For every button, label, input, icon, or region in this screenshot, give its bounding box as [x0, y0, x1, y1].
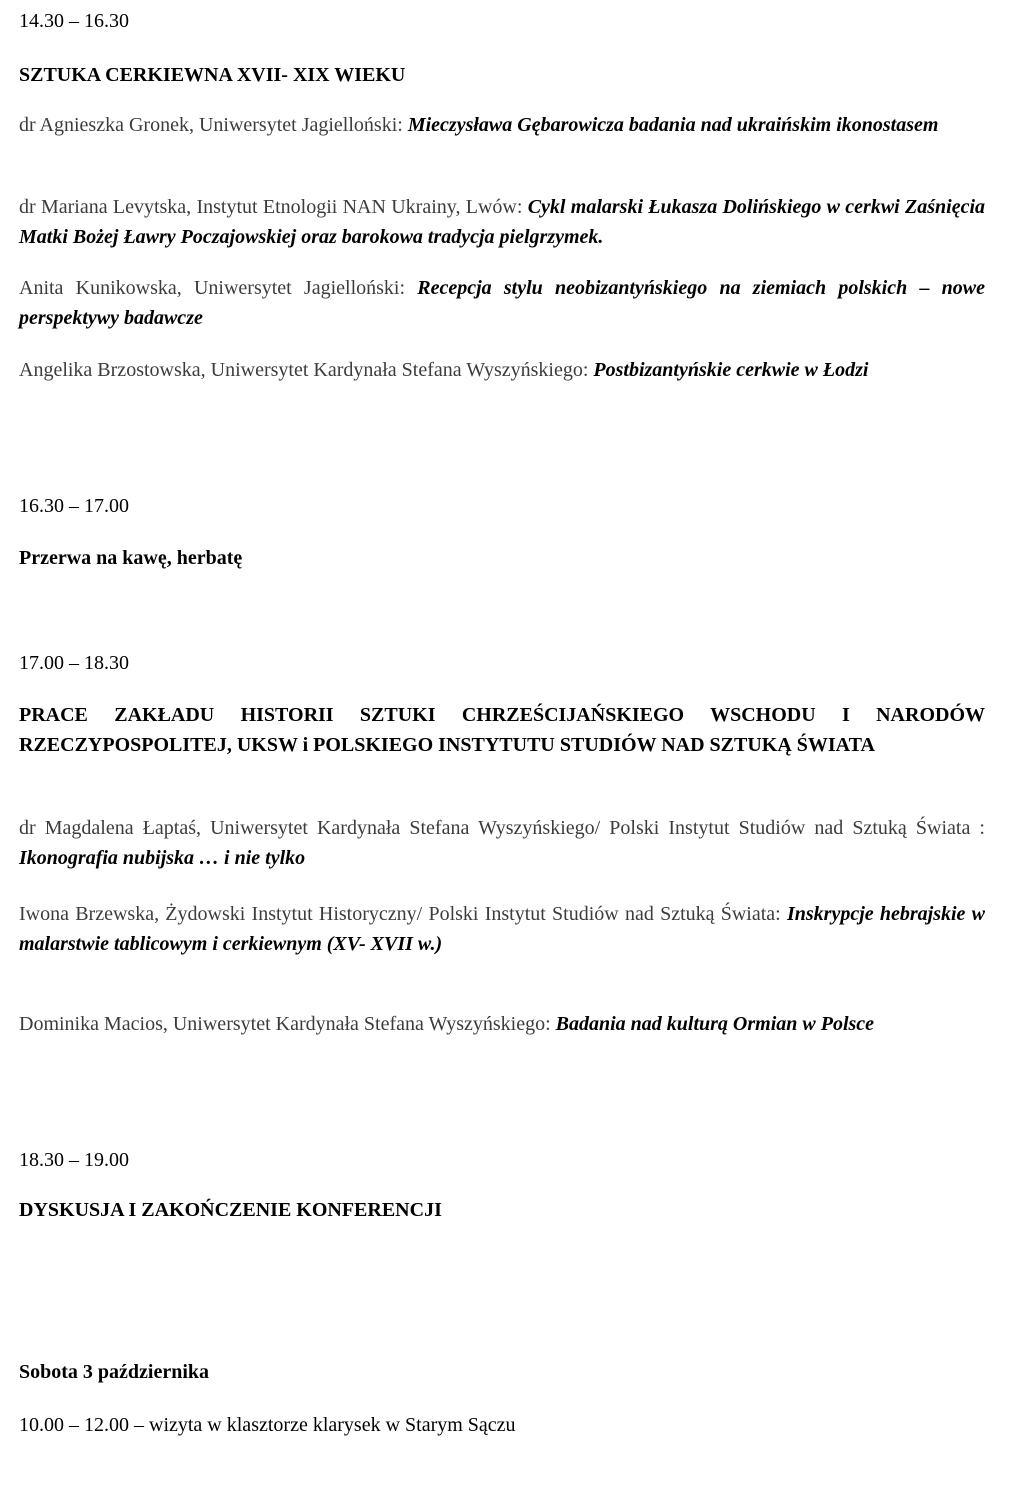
talk-title: Inskrypcje hebrajskie w malarstwie tablicowym i cerkiewnym (XV- XVII w.): [19, 903, 986, 955]
talk-title: Mieczysława Gębarowicza badania nad ukraińskim ikonostasem: [407, 114, 939, 136]
talk-entry: [19, 1009, 985, 1039]
session-time: 14.30 – 16.30: [19, 10, 129, 32]
session-heading: SZTUKA CERKIEWNA XVII- XIX WIEKU: [19, 64, 406, 86]
talk-speaker: Dominika Macios, Uniwersytet Kardynała Stefana Wyszyńskiego:: [19, 1013, 551, 1035]
talk-entry: [19, 110, 985, 140]
talk-speaker: dr Agnieszka Gronek, Uniwersytet Jagielloński:: [19, 114, 403, 136]
talk-entry: [19, 813, 985, 873]
talk-entry: [19, 899, 985, 959]
talk-title: Postbizantyńskie cerkwie w Łodzi: [593, 359, 869, 381]
session-time: 16.30 – 17.00: [19, 495, 129, 517]
talk-title: Badania nad kulturą Ormian w Polsce: [555, 1013, 875, 1035]
session-time: 18.30 – 19.00: [19, 1149, 129, 1171]
talk-entry: [19, 273, 985, 333]
talk-speaker: Anita Kunikowska, Uniwersytet Jagielloński:: [19, 277, 406, 299]
talk-title: Ikonografia nubijska … i nie tylko: [19, 847, 306, 869]
talk-entry: [19, 192, 985, 252]
schedule-line: 10.00 – 12.00 – wizyta w klasztorze klarysek w Starym Sączu: [19, 1414, 516, 1436]
talk-title: Recepcja stylu neobizantyńskiego na ziemiach polskich – nowe perspektywy badawcze: [19, 277, 985, 329]
session-heading: DYSKUSJA I ZAKOŃCZENIE KONFERENCJI: [19, 1199, 442, 1221]
talk-title: Cykl malarski Łukasza Dolińskiego w cerkwi Zaśnięcia Matki Bożej Ławry Poczajowskiej oraz barokowa tradycja pielgrzymek.: [19, 196, 986, 248]
talk-speaker: dr Mariana Levytska, Instytut Etnologii NAN Ukrainy, Lwów:: [19, 196, 523, 218]
session-heading: Przerwa na kawę, herbatę: [19, 547, 243, 569]
day-heading: Sobota 3 października: [19, 1361, 210, 1383]
talk-speaker: Iwona Brzewska, Żydowski Instytut Historyczny/ Polski Instytut Studiów nad Sztuką Świata:: [19, 903, 781, 925]
session-time: 17.00 – 18.30: [19, 652, 129, 674]
session-heading: PRACE ZAKŁADU HISTORII SZTUKI CHRZEŚCIJAŃSKIEGO WSCHODU I NARODÓW RZECZYPOSPOLITEJ, UKSW i POLSKIEGO INSTYTUTU STUDIÓW NAD SZTUKĄ ŚWIATA: [19, 704, 985, 756]
talk-speaker: Angelika Brzostowska, Uniwersytet Kardynała Stefana Wyszyńskiego:: [19, 359, 589, 381]
talk-speaker: dr Magdalena Łaptaś, Uniwersytet Kardynała Stefana Wyszyńskiego/ Polski Instytut Studiów nad Sztuką Świata :: [19, 817, 985, 839]
talk-entry: [19, 355, 985, 385]
